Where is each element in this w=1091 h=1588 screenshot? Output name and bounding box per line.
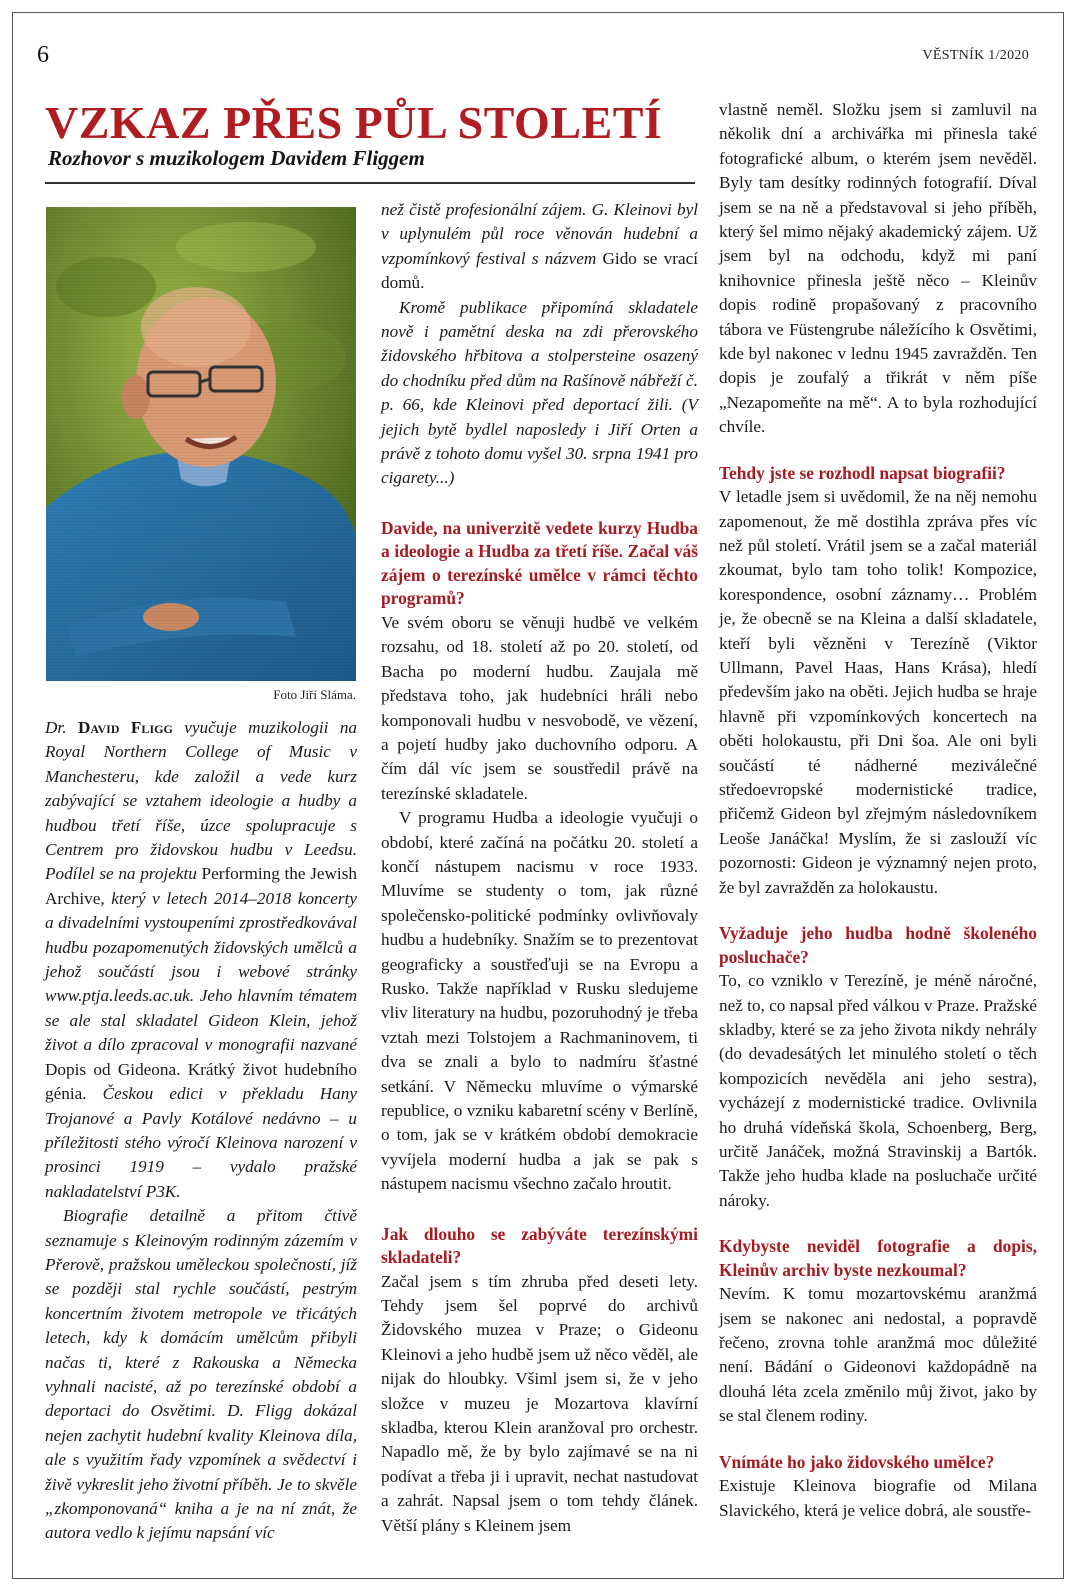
title-rule [45,182,695,184]
author-name: David Fligg [77,718,173,737]
intro-text: Českou edici v překladu Hany Trojanové a Pavly Kotálové nedávno – u příležitosti stého výročí Kleinova narození v prosinci 1919 – vydalo pražské nakladatelství P3K. [45,1084,357,1201]
answer-5: Nevím. K tomu mozartovskému aranžmá jsem se nakonec ani nedostal, a popravdě řečeno, zrovna tohle aranžmá moc důležité není. Bádání o Gideonovi každopádně na dlouhá léta zcela změnilo můj život, jako by se stal členem rodiny. [719,1284,1037,1426]
intro-text: který v letech 2014–2018 koncerty a divadelními vystoupeními zprostředkovával hudbu pozapomenutých židovských umělců a jehož součástí jsou i webové stránky www.ptja.leeds.ac.uk. Jeho hlavním tématem se ale stal skladatel Gideon Klein, jehož život a dílo zpracoval v monografii nazvané [45,888,357,1055]
column-1 [45,716,357,1546]
column-2 [381,198,698,1538]
project-name: Performing the Jewish Archive, [45,864,357,908]
question-2: Jak dlouho se zabýváte terezínskými skladateli? [381,1223,698,1268]
intro-lead-prefix: Dr. [45,718,78,737]
question-4: Vyžaduje jeho hudba hodně školeného posluchače? [719,923,1037,967]
issue-label: VĚSTNÍK 1/2020 [922,48,1029,63]
print-texture [46,207,356,681]
question-3: Tehdy jste se rozhodl napsat biografii? [719,462,1006,483]
festival-name: Gido se vrací domů. [381,248,698,293]
intro-paragraph-2: Biografie detailně a přitom čtivě seznamuje s Kleinovým rodinným zázemím v Přerově, pražskou uměleckou společností, jíž se později stal rychle součástí, pestrým koncertním životem metropole ve třicátých letech, kdy k domácím umělcům přibyli načas ti, které z Rakouska a Německa vyhnali nacisté, až po terezínské období a deportaci do Osvětimi. D. Fligg dokázal nejen zachytit hudební kvality Kleinova díla, ale s využitím řady vzpomínek a svědectví i živě vykreslit jeho životní příběh. Je to skvěle „zkomponovaná“ kniha a je na ní znát, že autora vedlo k jejímu napsání víc [45,1206,357,1543]
page-number: 6 [37,42,49,68]
intro-paragraph-3: Kromě publikace připomíná skladatele nově i pamětní deska na zdi přerovského židovského hřbitova a stolpersteine osazený do chodníku před dům na Rašínově nábřeží č. p. 66, kde Kleinovi před deportací žili. (V jejich bytě bydlel naposledy i Jiří Orten a právě z tohoto domu vyšel 30. srpna 1941 pro cigarety...) [381,297,698,488]
answer-2-part-1: Začal jsem s tím zhruba před deseti lety. Tehdy jsem šel poprvé do archivů Židovského muzea v Praze; o Gideonu Kleinovi a jeho hudbě jsem už něco věděl, ale nijak do hloubky. Všiml jsem si, že v jeho složce v muzeu je Mozartova klavírní skladba, kterou Klein aranžoval pro orchestr. Napadlo mě, že by bylo zajímavé se na ni podívat a třeba ji i upravit, nechat nastudovat a zahrát. Napsal jsem o tom tehdy článek. Větší plány s Kleinem jsem [381,1271,698,1535]
question-1: Davide, na univerzitě vedete kurzy Hudba a ideologie a Hudba za třetí říše. Začal váš zájem o terezínské umělce v rámci těchto programů? [381,517,698,609]
intro-text: než čistě profesionální zájem. G. Kleinovi byl v uplynulém půl roce věnován hudební a vzpomínkový festival s názvem [381,200,698,268]
book-title: Dopis od Gideona. Krátký život hudebního génia. [45,1059,357,1104]
portrait-photo [46,207,356,681]
question-5: Kdybyste neviděl fotografie a dopis, Kleinův archiv byste nezkoumal? [719,1236,1037,1280]
intro-paragraph-2-continued [381,198,698,296]
answer-2-part-2: vlastně neměl. Složku jsem si zamluvil na několik dní a archivářka mi přinesla také fotografické album, o kterém jsem nevěděl. Byly tam desítky rodinných fotografií. Díval jsem se na ně a představoval si jeho příběh, který šel mimo nějaký akademický zájem. Už jsem byl na odchodu, když mi paní knihovnice přinesla ještě něco – Kleinův dopis rodině propašovaný z pracovního tábora ve Füstengrube náležícího k Osvětimi, kde byl nakonec v lednu 1945 zavražděn. Ten dopis je zoufalý a třikrát v něm píše „Nezapomeňte na mě“. A to byla rozhodující chvíle. [719,100,1037,437]
photo-caption: Foto Jiří Sláma. [273,687,356,702]
article-title: VZKAZ PŘES PŮL STOLETÍ [45,97,663,148]
column-3 [719,98,1037,1523]
question-6: Vnímáte ho jako židovského umělce? [719,1451,995,1472]
article-subtitle: Rozhovor s muzikologem Davidem Fliggem [48,146,425,170]
answer-3: V letadle jsem si uvědomil, že na něj nemohu zapomenout, že mě dostihla zpráva přes víc než půl století. Vrátil jsem se a začal materiál zkoumat, bylo tam toho tolik! Kompozice, korespondence, osobní záznamy… Problém je, že obecně se na Kleina a další skladatele, kteří byli vězněni v Terezíně (Viktor Ullmann, Pavel Haas, Hans Krása), hledí především jako na oběti. Jejich hudba se hraje hlavně při vzpomínkových koncertech na oběti holokaustu, při Dni šoa. Ale oni byli součástí té nádherné meziválečné středoevropské modernistické tradice, přičemž Gideon byl zřejmým následovníkem Leoše Janáčka! Myslím, že si zaslouží víc pozornosti: Gideon je významný nejen proto, že byl zavražděn za holokaustu. [719,487,1037,897]
answer-1-paragraph-1: Ve svém oboru se věnuji hudbě ve velkém rozsahu, od 18. století až po 20. století, od Bacha po moderní hudbu. Zaujala mě představa toho, jak hudebníci hráli nebo komponovali hudbu v nesvobodě, ve vězení, a pojetí hudby jako duchovního odporu. A čím dál víc jsem se soustředil právě na terezínské skladatele. [381,612,698,803]
answer-1-paragraph-2: V programu Hudba a ideologie vyučuji o období, které začíná na počátku 20. století a končí nástupem nacismu v roce 1933. Mluvíme se studenty o tom, jak různé společensko-politické podmínky ovlivňovaly hudbu a hudebníky. Snažím se to prezentovat geograficky a soustřeďuji se na Evropu a Rusko. Takže například v Rusku sledujeme vliv literatury na hudbu, pozoruhodný je třeba vztah mezi Tolstojem a Rachmaninovem, ti dva se znali a bylo to nadmíru šťastné setkání. V Německu mluvíme o výmarské republice, o vzniku kabaretní scény v Berlíně, o tom, jak se v krátkém období demokracie vyvíjela moderní hudba a jak se pak s nástupem nacismu všechno začalo hroutit. [381,808,698,1194]
intro-paragraph-1 [45,716,357,1204]
answer-4: To, co vzniklo v Terezíně, je méně náročné, než to, co napsal před válkou v Praze. Pražské skladby, které se za jeho života nikdy nehrály (do devadesátých let minulého století o těch kompozicích nevěděla ani jeho sestra), vycházejí z modernistické tradice. Ovlivnila ho druhá vídeňská škola, Schoenberg, Berg, určitě Janáček, možná Stravinskij a Bartók. Takže jeho hudba klade na posluchače určité nároky. [719,971,1037,1210]
answer-6: Existuje Kleinova biografie od Milana Slavického, která je velice dobrá, ale soustře- [719,1476,1037,1520]
intro-text: vyučuje muzikologii na Royal Northern College of Music v Manchesteru, kde založil a vede kurz zabývající se vztahem ideologie a hudby a hudbou třetí říše, úzce spolupracuje s Centrem pro židovskou hudbu v Leedsu. Podílel se na projektu [45,718,358,884]
